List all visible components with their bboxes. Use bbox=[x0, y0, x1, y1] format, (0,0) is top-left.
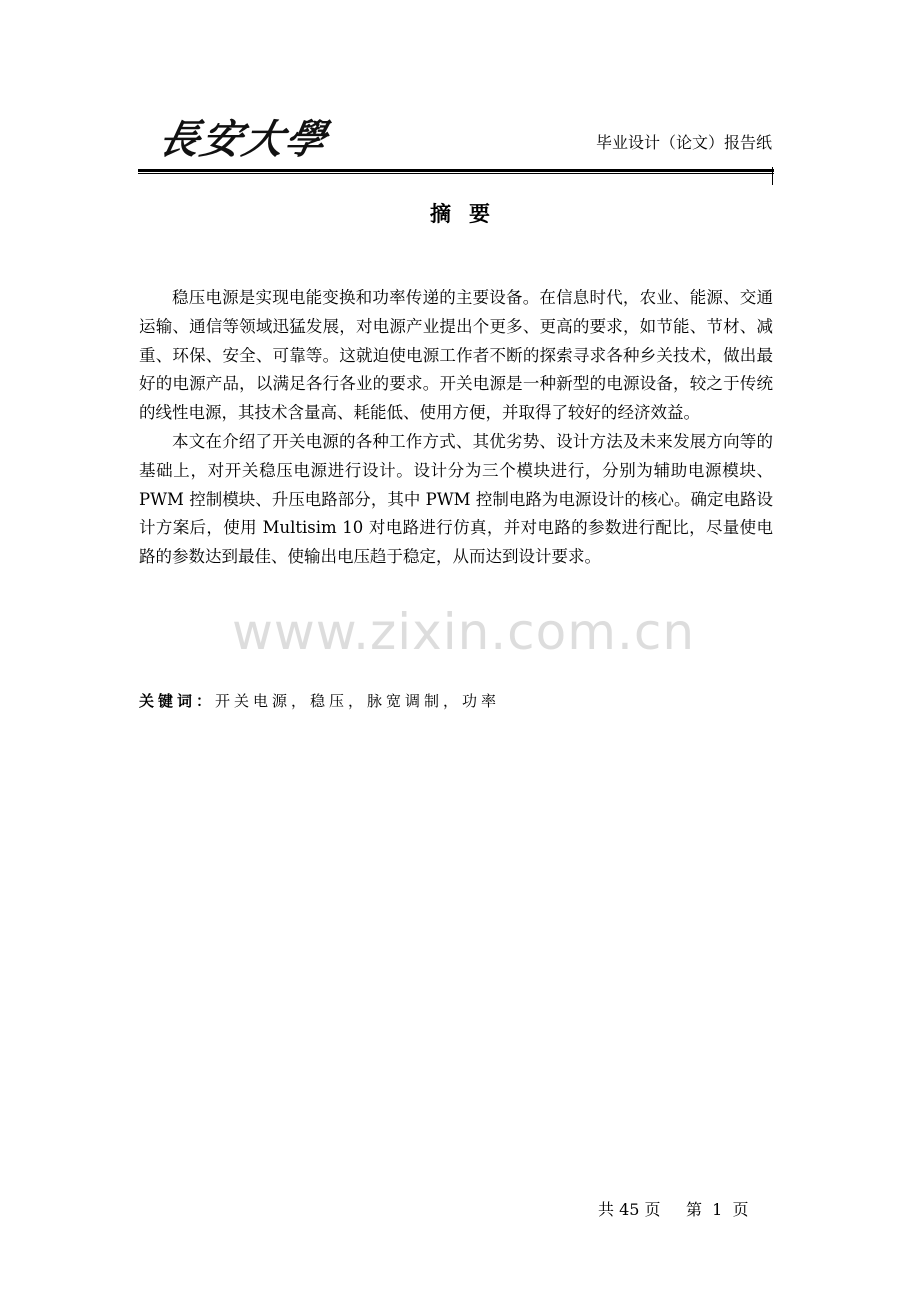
abstract-paragraph-1: 稳压电源是实现电能变换和功率传递的主要设备。在信息时代，农业、能源、交通运输、通信等领域迅猛发展，对电源产业提出个更多、更高的要求，如节能、节材、减重、环保、安全、可靠等。这就迫使电源工作者不断的探索寻求各种乡关技术，做出最好的电源产品，以满足各行各业的要求。开关电源是一种新型的电源设备，较之于传统的线性电源，其技术含量高、耗能低、使用方便，并取得了较好的经济效益。 bbox=[139, 288, 773, 423]
watermark: www.zixin.com.cn bbox=[232, 603, 696, 661]
document-type-label: 毕业设计（论文）报告纸 bbox=[595, 133, 772, 152]
total-pages: 共 45 页 bbox=[598, 1200, 661, 1219]
current-page: 第 1 页 bbox=[685, 1200, 749, 1219]
keywords-label: 关键词： bbox=[139, 692, 216, 710]
abstract-body bbox=[139, 284, 773, 572]
rule-tick bbox=[772, 167, 773, 185]
page-footer bbox=[598, 1197, 749, 1220]
abstract-paragraph-2: 本文在介绍了开关电源的各种工作方式、其优劣势、设计方法及未来发展方向等的基础上，对开关稳压电源进行设计。设计分为三个模块进行，分别为辅助电源模块、PWM 控制模块、升压电路部分，其中 PWM 控制电路为电源设计的核心。确定电路设计方案后，使用 Multisim 10 对电路进行仿真，并对电路的参数进行配比，尽量使电路的参数达到最佳、使输出电压趋于稳定，从而达到设计要求。 bbox=[139, 431, 773, 567]
header-rule-thin bbox=[138, 173, 774, 174]
header-rule bbox=[138, 169, 774, 172]
keywords-value: 开关电源，稳压，脉宽调制，功率 bbox=[215, 692, 501, 710]
university-logo: 長安大學 bbox=[154, 116, 333, 163]
keywords-line bbox=[139, 690, 500, 711]
abstract-title: 摘要 bbox=[430, 202, 508, 226]
